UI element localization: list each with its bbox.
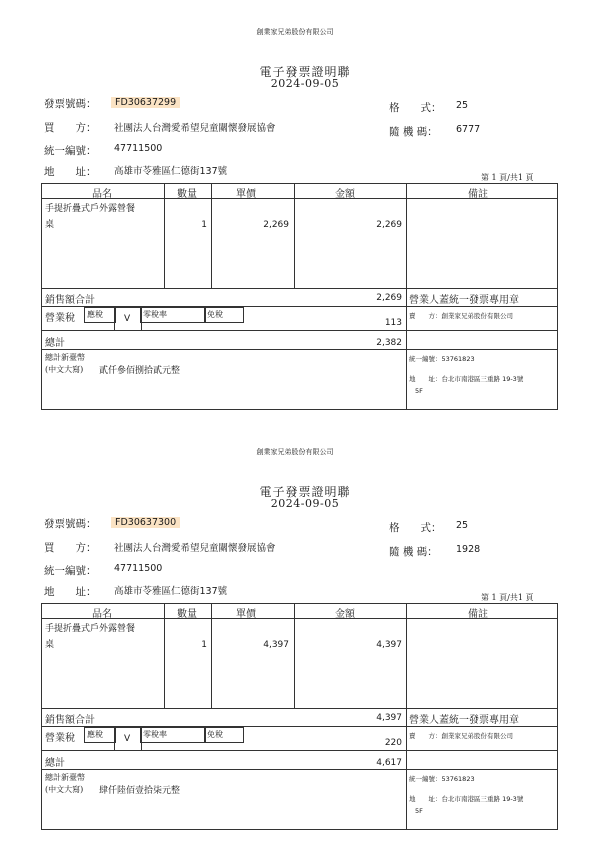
col-header-amount: 金額 [335, 189, 355, 200]
item-qty: 1 [201, 640, 207, 650]
total-value: 4,617 [376, 758, 402, 768]
business-tax-label: 營業稅 [45, 313, 75, 324]
stamp-seller: 賣 方：創業家兄弟股份有限公司 [409, 312, 513, 320]
tax-id-value: 47711500 [114, 563, 163, 574]
stamp-address-cont: 5F [415, 807, 423, 815]
sales-total-value: 2,269 [376, 293, 402, 303]
taxable-check: V [124, 314, 131, 324]
business-tax-label: 營業稅 [45, 733, 75, 744]
address-label: 地 址： [44, 166, 97, 178]
item-name-cont: 桌 [45, 220, 55, 230]
col-header-qty: 數量 [177, 189, 197, 200]
zero-rate-label: 零稅率 [143, 310, 167, 319]
chinese-total-label-2: (中文大寫) [45, 785, 84, 794]
buyer-label: 買 方： [44, 542, 97, 554]
sales-total-label: 銷售額合計 [45, 295, 95, 306]
stamp-address: 地 址：台北市南港區三重路 19-3號 [409, 375, 524, 383]
exempt-label: 免稅 [207, 730, 223, 739]
document-title: 電子發票證明聯 [259, 65, 351, 79]
stamp-tax-id: 統一編號：53761823 [409, 355, 475, 363]
buyer-value: 社團法人台灣愛希望兒童關懷發展協會 [114, 543, 276, 554]
format-value: 25 [456, 520, 469, 531]
invoice-date: 2024-09-05 [270, 497, 340, 510]
taxable-check: V [124, 734, 131, 744]
chinese-total-label: 總計新臺幣 [45, 353, 85, 362]
col-header-amount: 金額 [335, 609, 355, 620]
invoice-table [41, 183, 558, 410]
random-code-value: 1928 [456, 544, 481, 555]
chinese-total-label-2: (中文大寫) [45, 365, 84, 374]
sales-total-label: 銷售額合計 [45, 715, 95, 726]
format-value: 25 [456, 100, 469, 111]
format-label: 格 式： [389, 522, 442, 534]
item-name-cont: 桌 [45, 640, 55, 650]
col-header-note: 備註 [468, 609, 488, 620]
address-label: 地 址： [44, 586, 97, 598]
stamp-address: 地 址：台北市南港區三重路 19-3號 [409, 795, 524, 803]
invoice-page-1 [0, 0, 600, 424]
item-unit-price: 4,397 [263, 640, 289, 650]
item-unit-price: 2,269 [263, 220, 289, 230]
item-amount: 4,397 [376, 640, 402, 650]
random-code-label: 隨 機 碼： [389, 126, 438, 138]
company-header: 創業家兄弟股份有限公司 [256, 28, 334, 36]
item-name: 手提折疊式戶外露營餐 [45, 624, 136, 634]
company-header: 創業家兄弟股份有限公司 [256, 448, 334, 456]
col-header-qty: 數量 [177, 609, 197, 620]
total-value: 2,382 [376, 338, 402, 348]
buyer-value: 社團法人台灣愛希望兒童關懷發展協會 [114, 123, 276, 134]
tax-id-value: 47711500 [114, 143, 163, 154]
page-info: 第 1 頁/共1 頁 [481, 593, 534, 602]
stamp-heading: 營業人蓋統一發票專用章 [409, 715, 519, 726]
buyer-label: 買 方： [44, 122, 97, 134]
tax-id-label: 統一編號： [44, 145, 97, 157]
chinese-total-label: 總計新臺幣 [45, 773, 85, 782]
stamp-seller: 賣 方：創業家兄弟股份有限公司 [409, 732, 513, 740]
col-header-unit-price: 單價 [236, 189, 256, 200]
col-header-unit-price: 單價 [236, 609, 256, 620]
zero-rate-label: 零稅率 [143, 730, 167, 739]
invoice-page-2 [0, 420, 600, 844]
item-name: 手提折疊式戶外露營餐 [45, 204, 136, 214]
invoice-no-value: FD30637300 [111, 517, 180, 528]
item-amount: 2,269 [376, 220, 402, 230]
chinese-amount: 貳仟參佰捌拾貳元整 [99, 366, 181, 376]
invoice-no-value: FD30637299 [111, 97, 180, 108]
sales-total-value: 4,397 [376, 713, 402, 723]
stamp-tax-id: 統一編號：53761823 [409, 775, 475, 783]
col-header-item: 品名 [92, 189, 112, 200]
invoice-date: 2024-09-05 [270, 77, 340, 90]
taxable-label: 應稅 [87, 310, 103, 319]
tax-id-label: 統一編號： [44, 565, 97, 577]
chinese-amount: 肆仟陸佰壹拾柒元整 [99, 786, 181, 796]
tax-amount: 220 [384, 738, 402, 748]
item-qty: 1 [201, 220, 207, 230]
invoice-table [41, 603, 558, 830]
taxable-label: 應稅 [87, 730, 103, 739]
random-code-value: 6777 [456, 124, 481, 135]
stamp-heading: 營業人蓋統一發票專用章 [409, 295, 519, 306]
col-header-note: 備註 [468, 189, 488, 200]
col-header-item: 品名 [92, 609, 112, 620]
random-code-label: 隨 機 碼： [389, 546, 438, 558]
address-value: 高雄市苓雅區仁德街137號 [114, 166, 228, 177]
format-label: 格 式： [389, 102, 442, 114]
invoice-no-label: 發票號碼： [44, 518, 97, 530]
page-info: 第 1 頁/共1 頁 [481, 173, 534, 182]
total-label: 總計 [45, 758, 65, 769]
document-title: 電子發票證明聯 [259, 485, 351, 499]
exempt-label: 免稅 [207, 310, 223, 319]
address-value: 高雄市苓雅區仁德街137號 [114, 586, 228, 597]
tax-amount: 113 [384, 318, 402, 328]
total-label: 總計 [45, 338, 65, 349]
stamp-address-cont: 5F [415, 387, 423, 395]
invoice-no-label: 發票號碼： [44, 98, 97, 110]
